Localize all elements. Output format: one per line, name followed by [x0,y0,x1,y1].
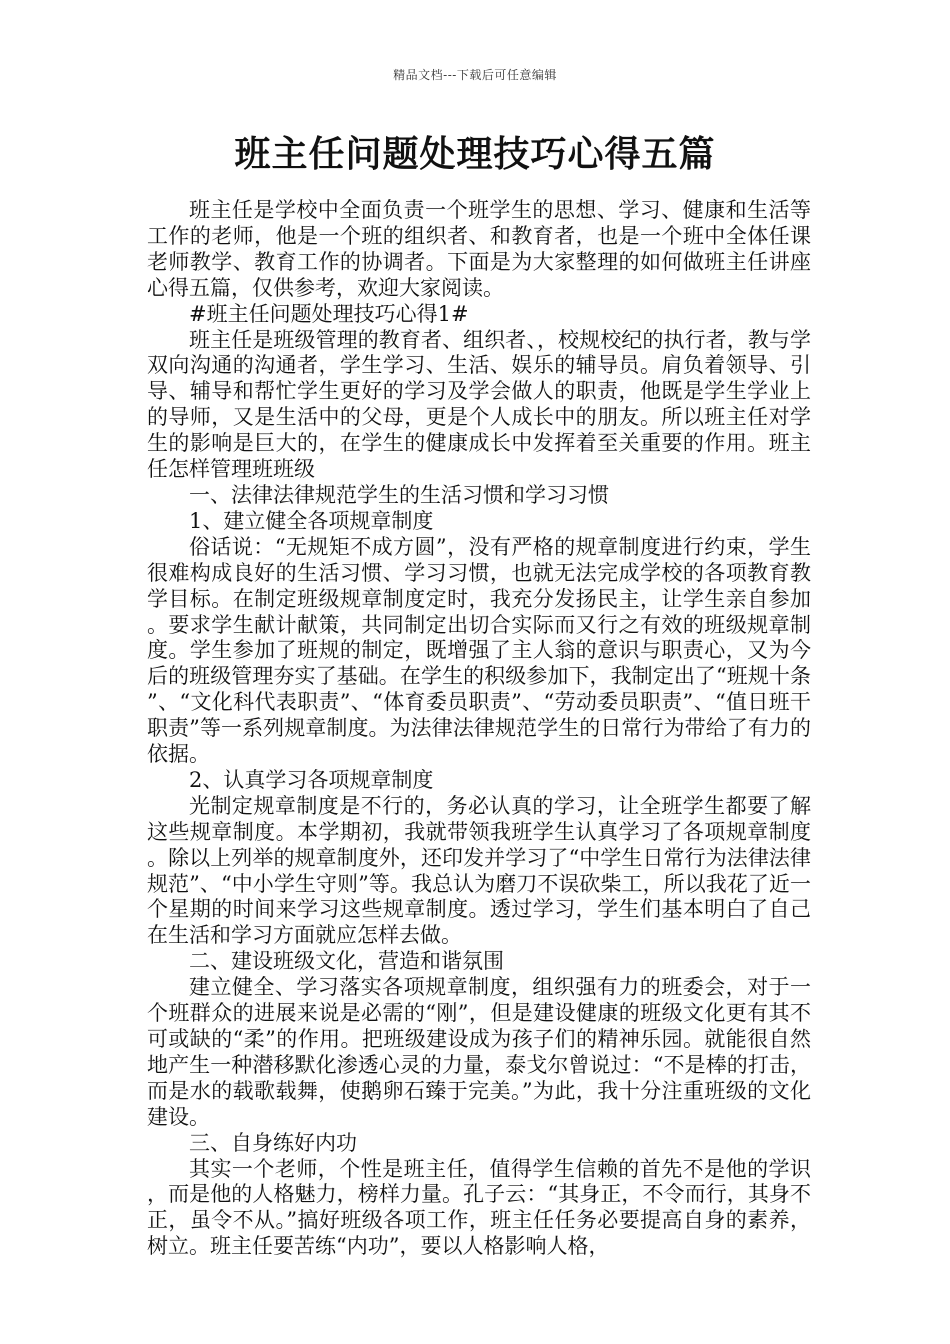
document-body [147,198,811,1260]
paragraph: 班主任是班级管理的教育者、组织者、，校规校纪的执行者，教与学双向沟通的沟通者，学生学习、生活、娱乐的辅导员。肩负着领导、引导、辅导和帮忙学生更好的学习及学会做人的职责，他既是学生学业上的导师，又是生活中的父母，更是个人成长中的朋友。所以班主任对学生的影响是巨大的，在学生的健康成长中发挥着至关重要的作用。班主任怎样管理班班级 [147,327,811,482]
paragraph: 建立健全、学习落实各项规章制度，组织强有力的班委会，对于一个班群众的进展来说是必需的“刚”，但是建设健康的班级文化更有其不可或缺的“柔”的作用。把班级建设成为孩子们的精神乐园。就能很自然地产生一种潜移默化渗透心灵的力量，泰戈尔曾说过：“不是棒的打击，而是水的载歌载舞，使鹅卵石臻于完美。”为此，我十分注重班级的文化建设。 [147,975,811,1129]
subsection-heading: 1、建立健全各项规章制度 [189,508,434,533]
document-title: 班主任问题处理技巧心得五篇 [234,133,716,175]
section-heading: 二、建设班级文化，营造和谐氛围 [189,949,504,974]
section-heading: 一、法律法律规范学生的生活习惯和学习习惯 [189,482,609,507]
paragraph: 其实一个老师，个性是班主任，值得学生信赖的首先不是他的学识，而是他的人格魅力，榜样力量。孔子云：“其身正，不令而行，其身不正，虽令不从。”搞好班级各项工作，班主任任务必要提高自身的素养，树立。班主任要苦练“内功”，要以人格影响人格， [147,1156,811,1259]
paragraph: 光制定规章制度是不行的，务必认真的学习，让全班学生都要了解这些规章制度。本学期初，我就带领我班学生认真学习了各项规章制度。除以上列举的规章制度外，还印发并学习了“中学生日常行为法律法律规范”、“中小学生守则”等。我总认为磨刀不误砍柴工，所以我花了近一个星期的时间来学习这些规章制度。透过学习，学生们基本明白了自己在生活和学习方面就应怎样去做。 [147,793,811,948]
subsection-heading: 2、认真学习各项规章制度 [189,767,434,792]
header-note: 精品文档---下载后可任意编辑 [393,68,557,82]
paragraph: 班主任是学校中全面负责一个班学生的思想、学习、健康和生活等工作的老师，他是一个班的组织者、和教育者，也是一个班中全体任课老师教学、教育工作的协调者。下面是为大家整理的如何做班主任讲座心得五篇，仅供参考，欢迎大家阅读。 [147,198,811,300]
section-heading: 三、自身练好内功 [189,1130,357,1155]
paragraph: 俗话说：“无规矩不成方圆”，没有严格的规章制度进行约束，学生很难构成良好的生活习惯、学习习惯，也就无法完成学校的各项教育教学目标。在制定班级规章制度定时，我充分发扬民主，让学生亲自参加。要求学生献计献策，共同制定出切合实际而又行之有效的班级规章制度。学生参加了班规的制定，既增强了主人翁的意识与职责心，又为今后的班级管理夯实了基础。在学生的积级参加下，我制定出了“班规十条”、“文化科代表职责”、“体育委员职责”、“劳动委员职责”、“值日班干职责”等一系列规章制度。为法律法律规范学生的日常行为带给了有力的依据。 [147,534,811,767]
section-heading: #班主任问题处理技巧心得1# [189,301,469,326]
